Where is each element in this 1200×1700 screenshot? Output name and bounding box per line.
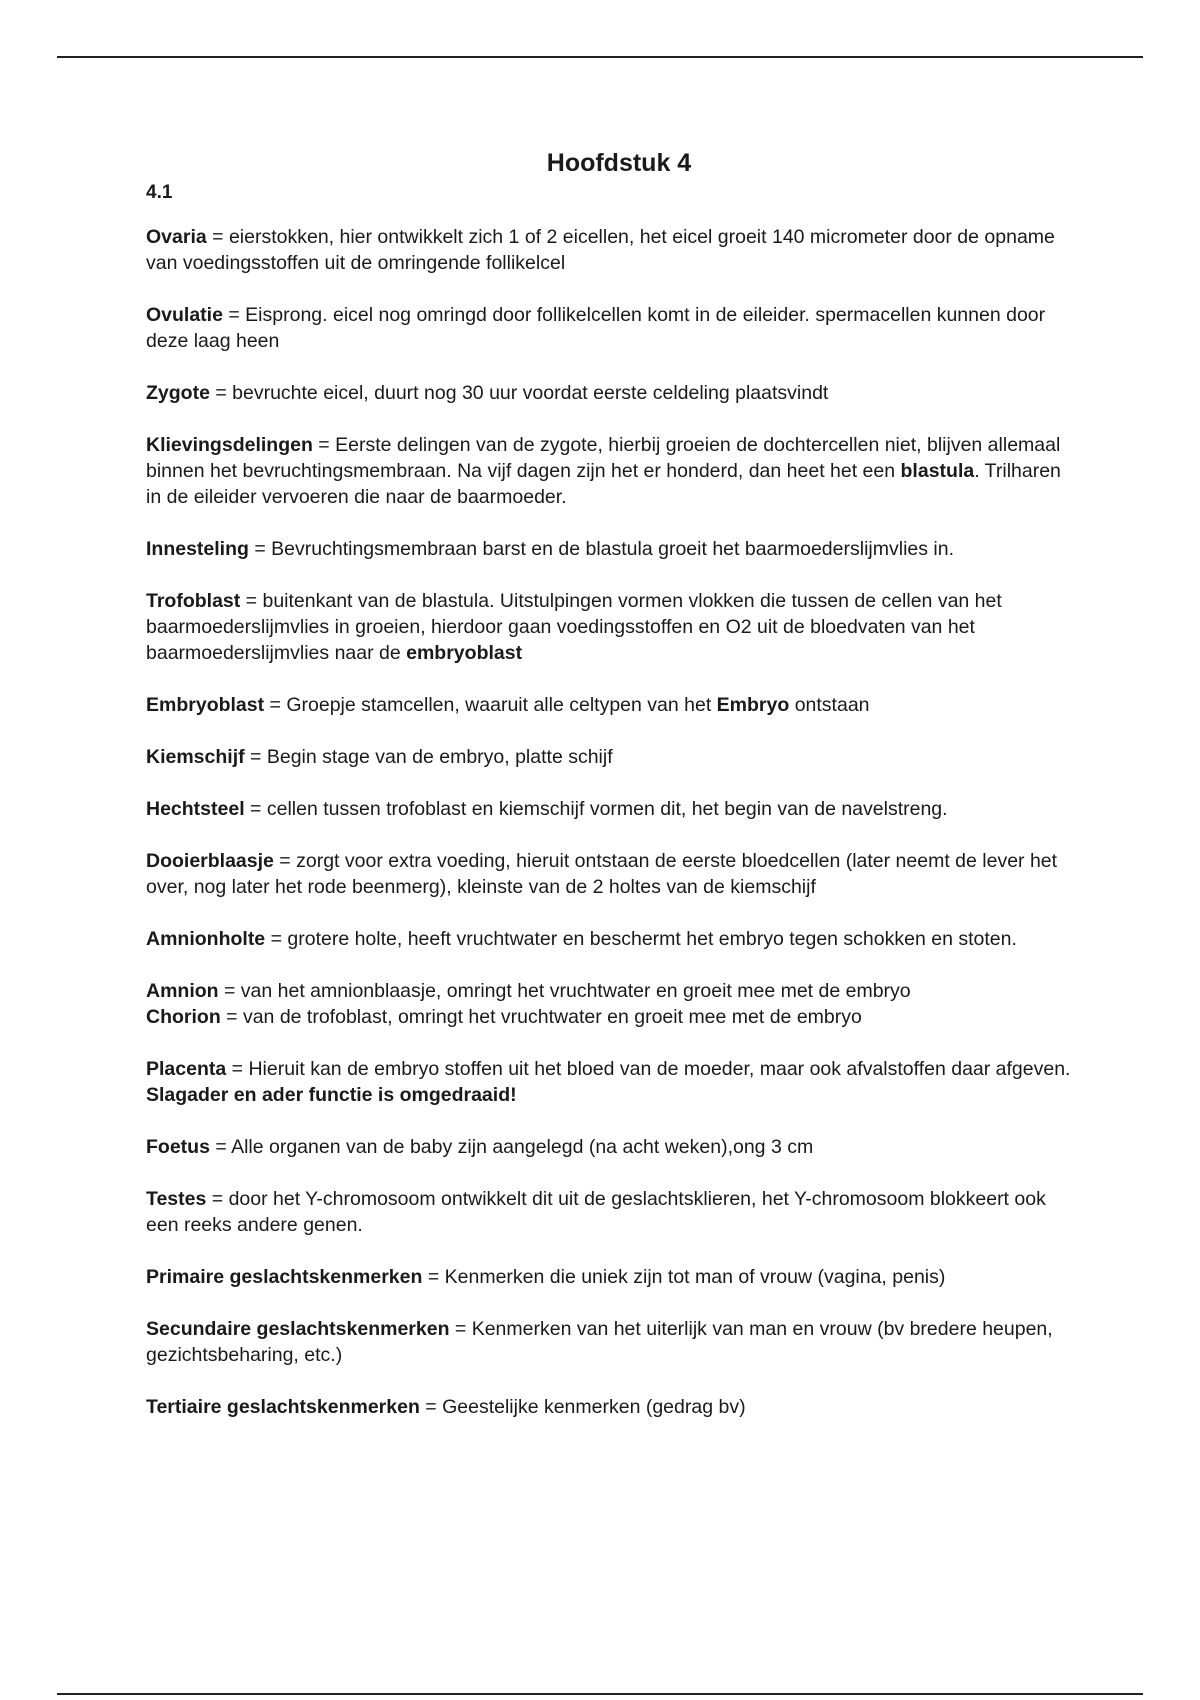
entry-kiemschijf <box>146 744 1076 770</box>
entry-klievingsdelingen <box>146 432 1076 510</box>
definition: = Eisprong. eicel nog omringd door follikelcellen komt in de eileider. spermacellen kunnen door deze laag heen <box>146 304 1046 352</box>
definition: = van het amnionblaasje, omringt het vruchtwater en groeit mee met de embryo <box>218 980 911 1002</box>
entry-embryoblast <box>146 692 1076 718</box>
document-page <box>146 146 1076 1446</box>
definition: . Trilharen in de eileider vervoeren die naar de baarmoeder. <box>146 460 1061 508</box>
term: Kiemschijf <box>146 746 245 768</box>
entry-primaire-geslachtskenmerken <box>146 1264 1076 1290</box>
definition: = grotere holte, heeft vruchtwater en beschermt het embryo tegen schokken en stoten. <box>265 928 1017 950</box>
page-title: Hoofdstuk 4 <box>546 149 692 177</box>
definition: = Eerste delingen van de zygote, hierbij groeien de dochtercellen niet, blijven allemaal binnen het bevruchtingsmembraan. Na vijf dagen zijn het er honderd, dan heet het een <box>146 434 1061 482</box>
definition: = Alle organen van de baby zijn aangelegd (na acht weken),ong 3 cm <box>209 1136 814 1158</box>
term: Trofoblast <box>146 590 241 612</box>
entry-trofoblast <box>146 588 1076 666</box>
term: Ovulatie <box>146 304 223 326</box>
term: Amnionholte <box>146 928 266 950</box>
definition-bold: Embryo <box>716 694 790 716</box>
entry-ovaria <box>146 224 1076 276</box>
definition: = Begin stage van de embryo, platte schijf <box>244 746 613 768</box>
definition: = door het Y-chromosoom ontwikkelt dit uit de geslachtsklieren, het Y-chromosoom blokkeert ook een reeks andere genen. <box>146 1188 1046 1236</box>
term: Innesteling <box>146 538 249 560</box>
definition-bold: embryoblast <box>406 642 523 664</box>
definition: = bevruchte eicel, duurt nog 30 uur voordat eerste celdeling plaatsvindt <box>209 382 829 404</box>
top-rule <box>57 56 1143 58</box>
definition: = van de trofoblast, omringt het vruchtwater en groeit mee met de embryo <box>220 1006 862 1028</box>
definition-bold: blastula <box>900 460 975 482</box>
term: Zygote <box>146 382 210 404</box>
entry-dooierblaasje <box>146 848 1076 900</box>
term: Hechtsteel <box>146 798 245 820</box>
entry-secundaire-geslachtskenmerken <box>146 1316 1076 1368</box>
definition: ontstaan <box>789 694 870 716</box>
term: Foetus <box>146 1136 210 1158</box>
entry-testes <box>146 1186 1076 1238</box>
definition: = cellen tussen trofoblast en kiemschijf vormen dit, het begin van de navelstreng. <box>244 798 948 820</box>
term: Dooierblaasje <box>146 850 274 872</box>
section-number: 4.1 <box>146 182 173 203</box>
definition: = Kenmerken van het uiterlijk van man en vrouw (bv bredere heupen, gezichtsbeharing, etc.) <box>146 1318 1053 1366</box>
entry-zygote <box>146 380 1076 406</box>
definition: = zorgt voor extra voeding, hieruit ontstaan de eerste bloedcellen (later neemt de lever het over, nog later het rode beenmerg), kleinste van de 2 holtes van de kiemschijf <box>146 850 1058 898</box>
term: Amnion <box>146 980 219 1002</box>
term: Primaire geslachtskenmerken <box>146 1266 423 1288</box>
term: Klievingsdelingen <box>146 434 313 456</box>
entry-amnionholte <box>146 926 1076 952</box>
definition-bold: Slagader en ader functie is omgedraaid! <box>146 1084 517 1106</box>
entry-hechtsteel <box>146 796 1076 822</box>
term: Tertiaire geslachtskenmerken <box>146 1396 420 1418</box>
definition: = eierstokken, hier ontwikkelt zich 1 of 2 eicellen, het eicel groeit 140 micrometer door de opname van voedingsstoffen uit de omringende follikelcel <box>146 226 1055 274</box>
definition: = buitenkant van de blastula. Uitstulpingen vormen vlokken die tussen de cellen van het baarmoederslijmvlies in groeien, hierdoor gaan voedingsstoffen en O2 uit de bloedvaten van het baarmoederslijmvlies naar de <box>146 590 1002 664</box>
definition: = Geestelijke kenmerken (gedrag bv) <box>419 1396 746 1418</box>
entry-tertiaire-geslachtskenmerken <box>146 1394 1076 1420</box>
term: Secundaire geslachtskenmerken <box>146 1318 450 1340</box>
definition: = Groepje stamcellen, waaruit alle celtypen van het <box>264 694 717 716</box>
entry-foetus <box>146 1134 1076 1160</box>
bottom-rule <box>57 1693 1143 1695</box>
entry-amnion <box>146 978 1076 1004</box>
term: Testes <box>146 1188 207 1210</box>
definition: = Hieruit kan de embryo stoffen uit het bloed van de moeder, maar ook afvalstoffen daar afgeven. <box>226 1058 1071 1080</box>
definition: = Kenmerken die uniek zijn tot man of vrouw (vagina, penis) <box>422 1266 946 1288</box>
term: Embryoblast <box>146 694 265 716</box>
definition: = Bevruchtingsmembraan barst en de blastula groeit het baarmoederslijmvlies in. <box>248 538 955 560</box>
term: Placenta <box>146 1058 227 1080</box>
term: Ovaria <box>146 226 207 248</box>
entry-innesteling <box>146 536 1076 562</box>
entry-chorion <box>146 1004 1076 1030</box>
entry-ovulatie <box>146 302 1076 354</box>
entry-placenta <box>146 1056 1076 1108</box>
term: Chorion <box>146 1006 221 1028</box>
